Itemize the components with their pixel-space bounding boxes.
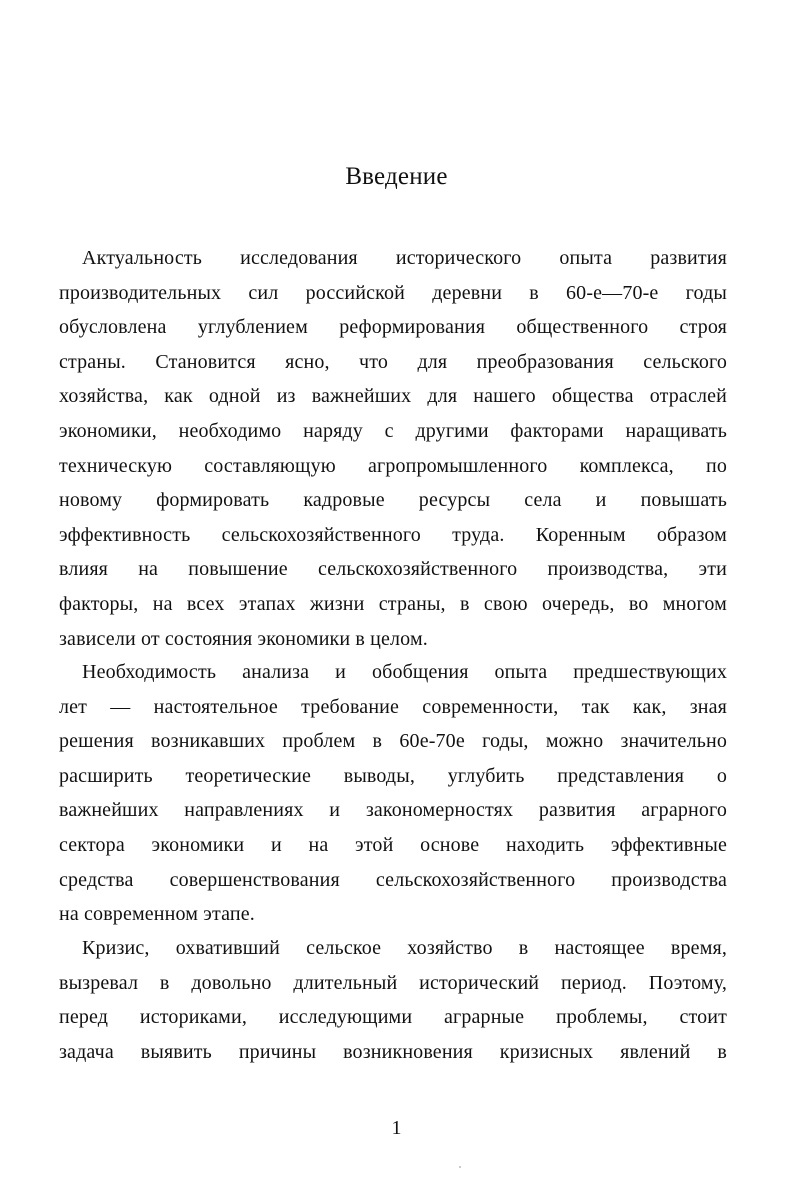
text-line: перед историками, исследующими аграрные проблемы, стоит: [59, 1006, 727, 1029]
text-line: производительных сил российской деревни в 60-е—70-е годы: [59, 281, 727, 304]
text-line: задача выявить причины возникновения кризисных явлений в: [59, 1040, 727, 1063]
text-line: экономики, необходимо наряду с другими факторами наращивать: [59, 419, 727, 442]
text-line: влияя на повышение сельскохозяйственного производства, эти: [59, 558, 727, 581]
text-line: техническую составляющую агропромышленного комплекса, по: [59, 454, 727, 477]
text-line: вызревал в довольно длительный исторический период. Поэтому,: [59, 971, 727, 994]
text-line: сектора экономики и на этой основе находить эффективные: [59, 833, 727, 856]
text-line: расширить теоретические выводы, углубить представления о: [59, 764, 727, 787]
text-line: страны. Становится ясно, что для преобразования сельского: [59, 350, 727, 373]
text-line: решения возникавших проблем в 60е-70е годы, можно значительно: [59, 730, 727, 753]
text-line: зависели от состояния экономики в целом.: [59, 627, 428, 650]
page-number: 1: [391, 1117, 402, 1139]
text-line: новому формировать кадровые ресурсы села и повышать: [59, 489, 727, 512]
paragraph-1: [59, 241, 727, 656]
paragraph-2: [59, 655, 727, 932]
text-line: обусловлена углублением реформирования общественного строя: [59, 316, 727, 339]
text-line: лет — настоятельное требование современности, так как, зная: [59, 695, 727, 718]
section-title: Введение: [345, 163, 448, 190]
scan-speck: [459, 1166, 461, 1168]
text-line: Актуальность исследования исторического опыта развития: [82, 247, 727, 269]
text-line: хозяйства, как одной из важнейших для нашего общества отраслей: [59, 385, 727, 408]
text-line: факторы, на всех этапах жизни страны, в свою очередь, во многом: [59, 592, 727, 615]
text-line: средства совершенствования сельскохозяйственного производства: [59, 868, 727, 891]
text-line: на современном этапе.: [59, 903, 255, 926]
text-line: важнейших направлениях и закономерностях развития аграрного: [59, 799, 727, 822]
text-line: эффективность сельскохозяйственного труда. Коренным образом: [59, 523, 727, 546]
paragraph-3: [59, 931, 727, 1069]
text-line: Необходимость анализа и обобщения опыта предшествующих: [82, 661, 727, 683]
text-line: Кризис, охвативший сельское хозяйство в настоящее время,: [82, 937, 727, 959]
